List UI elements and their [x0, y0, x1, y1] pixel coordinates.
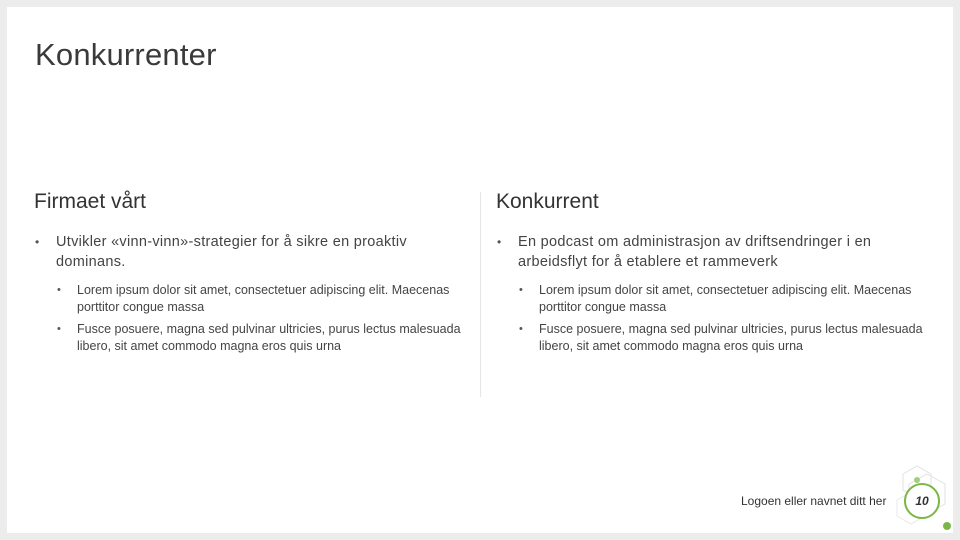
bullet-icon: • — [519, 323, 523, 335]
sub-bullet-text: Fusce posuere, magna sed pulvinar ultricies, purus lectus malesuada libero, sit amet commodo magna eros quis urna — [77, 322, 461, 353]
bullet-icon: • — [519, 284, 523, 296]
footer-logo-text: Logoen eller navnet ditt her — [741, 494, 887, 508]
bullet-text: En podcast om administrasjon av driftsendringer i en arbeidsflyt for å etablere et rammeverk — [518, 234, 872, 270]
column-our-company — [34, 190, 466, 360]
bullet-icon: • — [57, 323, 61, 335]
column-heading: Konkurrent — [496, 190, 599, 213]
bullet-icon: • — [35, 235, 40, 249]
bullet-list — [496, 232, 928, 355]
list-item — [518, 282, 928, 316]
bullet-icon: • — [57, 284, 61, 296]
list-item — [34, 232, 466, 355]
list-item — [56, 321, 466, 355]
column-heading: Firmaet vårt — [34, 190, 147, 213]
bullet-icon: • — [497, 235, 502, 249]
list-item — [518, 321, 928, 355]
slide — [7, 7, 953, 533]
sub-bullet-list — [518, 282, 928, 355]
page-number-badge: 10 — [904, 483, 940, 519]
list-item — [56, 282, 466, 316]
sub-bullet-list — [56, 282, 466, 355]
slide-title: Konkurrenter — [35, 37, 217, 72]
bullet-list — [34, 232, 466, 355]
bullet-text: Utvikler «vinn-vinn»-strategier for å sikre en proaktiv dominans. — [56, 234, 407, 270]
column-competitor — [496, 190, 928, 360]
sub-bullet-text: Fusce posuere, magna sed pulvinar ultricies, purus lectus malesuada libero, sit amet commodo magna eros quis urna — [539, 322, 923, 353]
column-divider — [480, 192, 481, 397]
sub-bullet-text: Lorem ipsum dolor sit amet, consectetuer adipiscing elit. Maecenas porttitor congue massa — [77, 283, 450, 314]
list-item — [496, 232, 928, 355]
sub-bullet-text: Lorem ipsum dolor sit amet, consectetuer adipiscing elit. Maecenas porttitor congue massa — [539, 283, 912, 314]
